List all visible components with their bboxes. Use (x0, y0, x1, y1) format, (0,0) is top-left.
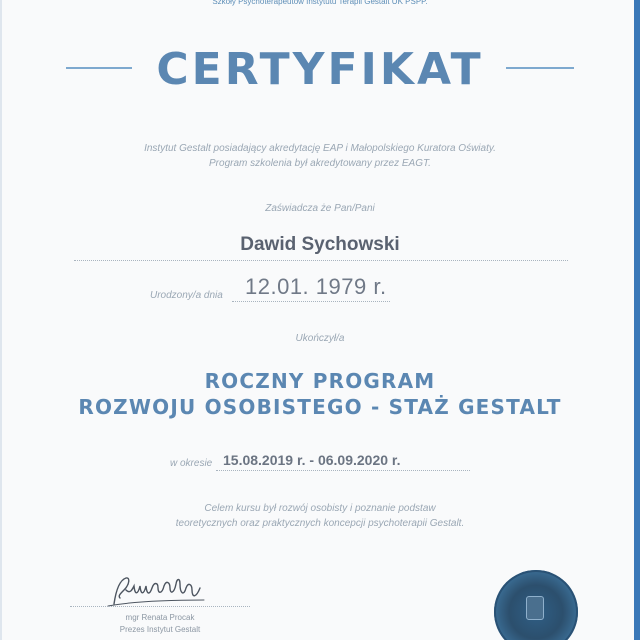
certificate-title: CERTYFIKAT (156, 44, 484, 95)
seal-emblem-icon (526, 596, 544, 620)
title-row (0, 44, 640, 94)
intro-text (0, 141, 640, 171)
signer-block (70, 612, 250, 636)
signature-image (100, 570, 220, 614)
period-label: w okresie (170, 458, 213, 469)
goal-line-1: Celem kursu był rozwój osobisty i poznanie podstaw (204, 503, 436, 514)
born-label: Urodzony/a dnia (150, 290, 223, 301)
born-dotted-line (232, 301, 390, 302)
program-line-2: ROZWOJU OSOBISTEGO - STAŻ GESTALT (78, 395, 562, 419)
intro-line-1: Instytut Gestalt posiadający akredytację EAP i Małopolskiego Kuratora Oświaty. (144, 143, 496, 154)
signer-role: Prezes Instytut Gestalt (119, 625, 201, 634)
program-name (0, 368, 640, 420)
title-line-right (506, 67, 574, 69)
signer-name: mgr Renata Procak (125, 613, 195, 622)
completed-label: Ukończył/a (295, 333, 345, 344)
signature-dotted-line (70, 606, 250, 607)
born-date: 12.01. 1979 r. (245, 274, 387, 299)
name-dotted-line (74, 260, 568, 261)
period-dotted-line (216, 470, 470, 471)
goal-line-2: teoretycznych oraz praktycznych koncepcji psychoterapii Gestalt. (175, 518, 465, 529)
intro-line-2: Program szkolenia był akredytowany przez EAGT. (209, 158, 431, 169)
header-top-text: Szkoły Psychoterapeutów Instytutu Terapii Gestalt UK PSPP. (212, 0, 428, 6)
certify-label: Zaświadcza że Pan/Pani (265, 203, 375, 214)
period-value: 15.08.2019 r. - 06.09.2020 r. (223, 452, 401, 468)
program-line-1: ROCZNY PROGRAM (204, 369, 436, 393)
recipient-name: Dawid Sychowski (240, 234, 400, 255)
goal-text (0, 501, 640, 531)
